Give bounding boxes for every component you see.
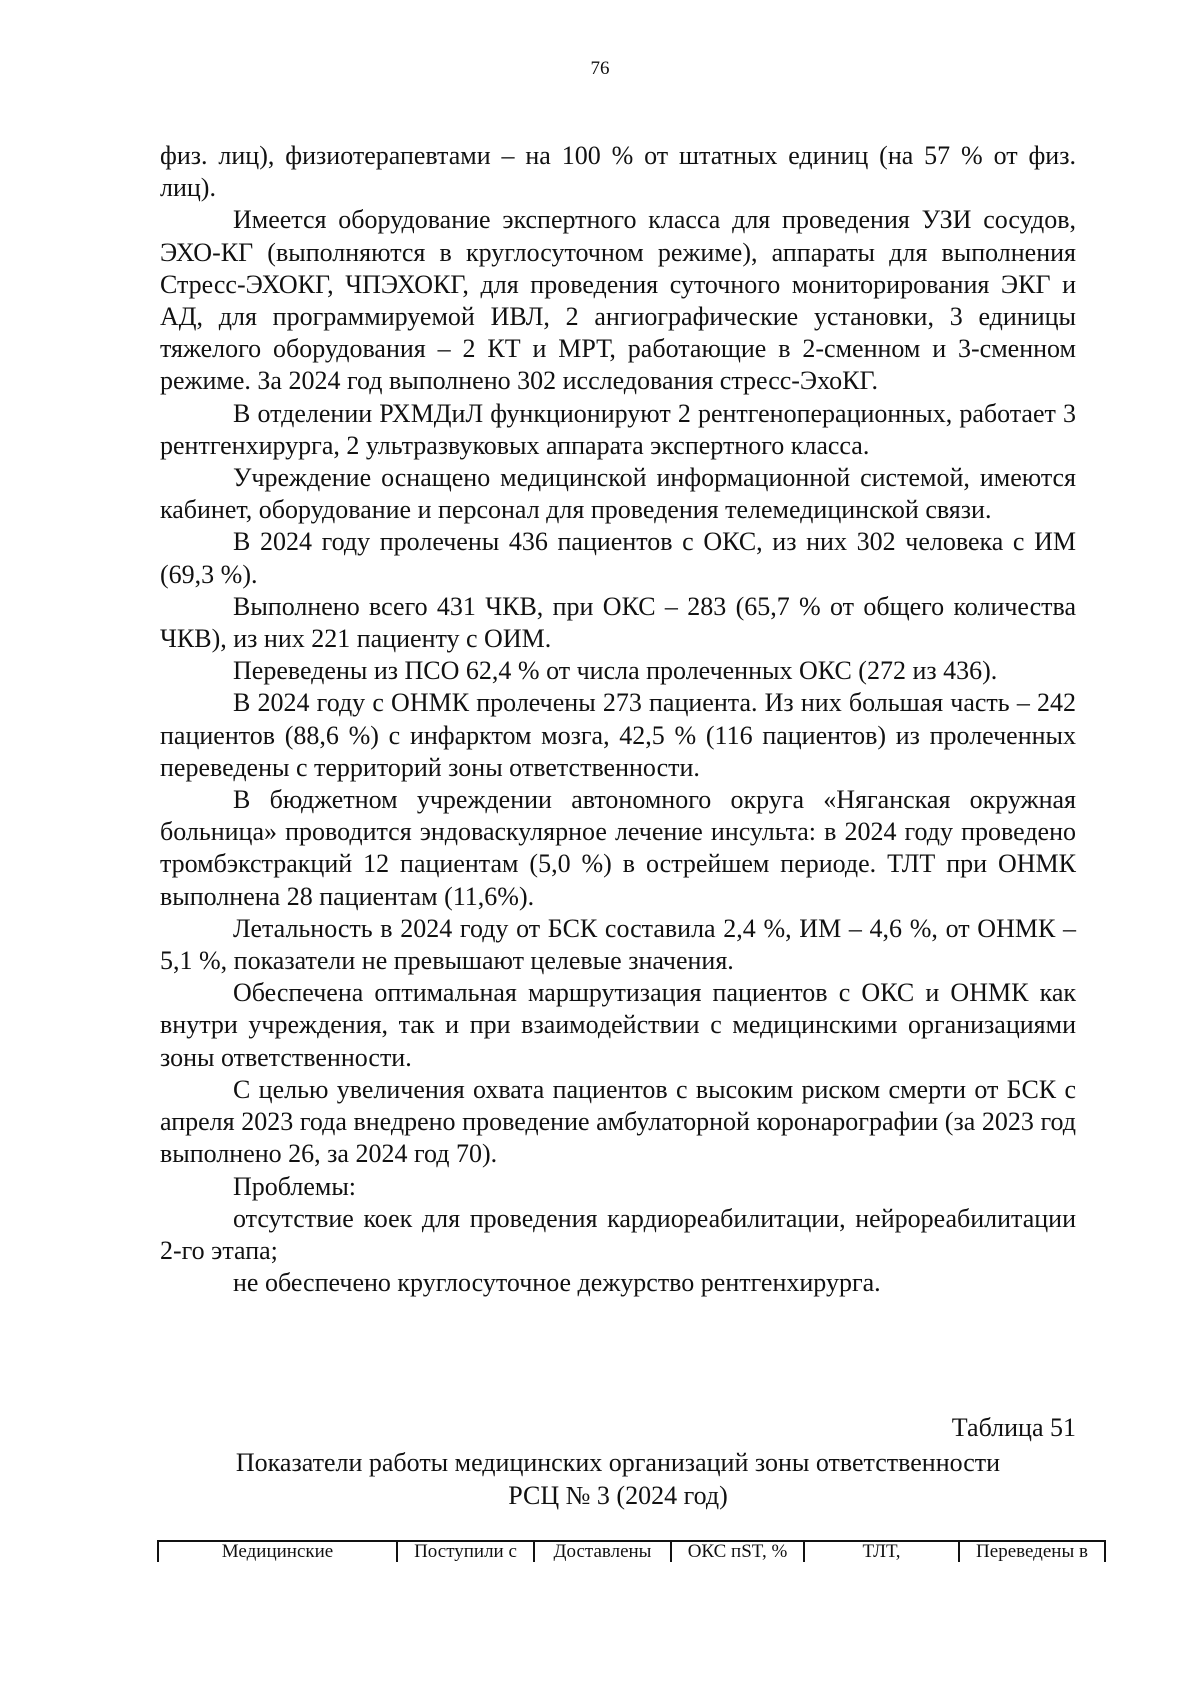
- table-title-line: Показатели работы медицинских организаций зоны ответственности: [235, 1448, 1001, 1477]
- paragraph: Летальность в 2024 году от БСК составила 2,4 %, ИМ – 4,6 %, от ОНМК – 5,1 %, показатели не превышают целевые значения.: [160, 913, 1076, 976]
- paragraph: Учреждение оснащено медицинской информационной системой, имеются кабинет, оборудование и персонал для проведения телемедицинской связи.: [160, 463, 1076, 525]
- paragraph: В отделении РХМДиЛ функционируют 2 рентгеноперационных, работает 3 рентгенхирурга, 2 ультразвуковых аппарата экспертного класса.: [160, 398, 1076, 460]
- paragraph: Имеется оборудование экспертного класса для проведения УЗИ сосудов, ЭХО-КГ (выполняются в круглосуточном режиме), аппараты для выполнения Стресс-ЭХОКГ, ЧПЭХОКГ, для проведения суточного мониторирования ЭКГ и АД, для программируемой ИВЛ, 2 ангиографические установки, 3 единицы тяжелого оборудования – 2 КТ и МРТ, работающие в 2-сменном и 3-сменном режиме. За 2024 год выполнено 302 исследования стресс-ЭхоКГ.: [160, 205, 1076, 396]
- paragraph: не обеспечено круглосуточное дежурство рентгенхирурга.: [233, 1268, 881, 1298]
- table-header-cell: ТЛТ,: [804, 1541, 959, 1562]
- page-number: 76: [590, 58, 610, 79]
- paragraph: В 2024 году пролечены 436 пациентов с ОКС, из них 302 человека с ИМ (69,3 %).: [160, 527, 1076, 589]
- paragraph: физ. лиц), физиотерапевтами – на 100 % от штатных единиц (на 57 % от физ. лиц).: [160, 141, 1076, 203]
- paragraph: Переведены из ПСО 62,4 % от числа пролеченных ОКС (272 из 436).: [233, 656, 998, 686]
- body-text: [160, 140, 1076, 1299]
- table-caption: Таблица 51: [951, 1413, 1076, 1442]
- table-title: [160, 1446, 1076, 1512]
- paragraph: В 2024 году с ОНМК пролечены 273 пациента. Из них большая часть – 242 пациентов (88,6 %) с инфарктом мозга, 42,5 % (116 пациентов) из пролеченных переведены с территорий зоны ответственности.: [160, 688, 1076, 782]
- paragraph: Выполнено всего 431 ЧКВ, при ОКС – 283 (65,7 % от общего количества ЧКВ), из них 221 пациенту с ОИМ.: [160, 591, 1076, 654]
- table-header-cell: Поступили с: [397, 1541, 534, 1562]
- table-header-row: [158, 1541, 1105, 1562]
- paragraph: Обеспечена оптимальная маршрутизация пациентов с ОКС и ОНМК как внутри учреждения, так и при взаимодействии с медицинскими организациями зоны ответственности.: [160, 978, 1076, 1072]
- table-header-cell: Переведены в: [959, 1541, 1105, 1562]
- paragraph: В бюджетном учреждении автономного округа «Няганская окружная больница» проводится эндоваскулярное лечение инсульта: в 2024 году проведено тромбэкстракций 12 пациентам (5,0 %) в острейшем периоде. ТЛТ при ОНМК выполнена 28 пациентам (11,6%).: [160, 785, 1076, 911]
- data-table: [157, 1540, 1106, 1562]
- table-header-cell: Медицинские: [158, 1541, 397, 1562]
- table-header-cell: ОКС пST, %: [671, 1541, 804, 1562]
- paragraph: С целью увеличения охвата пациентов с высоким риском смерти от БСК с апреля 2023 года внедрено проведение амбулаторной коронарографии (за 2023 год выполнено 26, за 2024 год 70).: [160, 1074, 1076, 1169]
- table-title-line: РСЦ № 3 (2024 год): [508, 1481, 728, 1510]
- table-header-cell: Доставлены: [534, 1541, 671, 1562]
- paragraph: отсутствие коек для проведения кардиореабилитации, нейрореабилитации 2-го этапа;: [160, 1203, 1076, 1265]
- paragraph: Проблемы:: [233, 1171, 357, 1201]
